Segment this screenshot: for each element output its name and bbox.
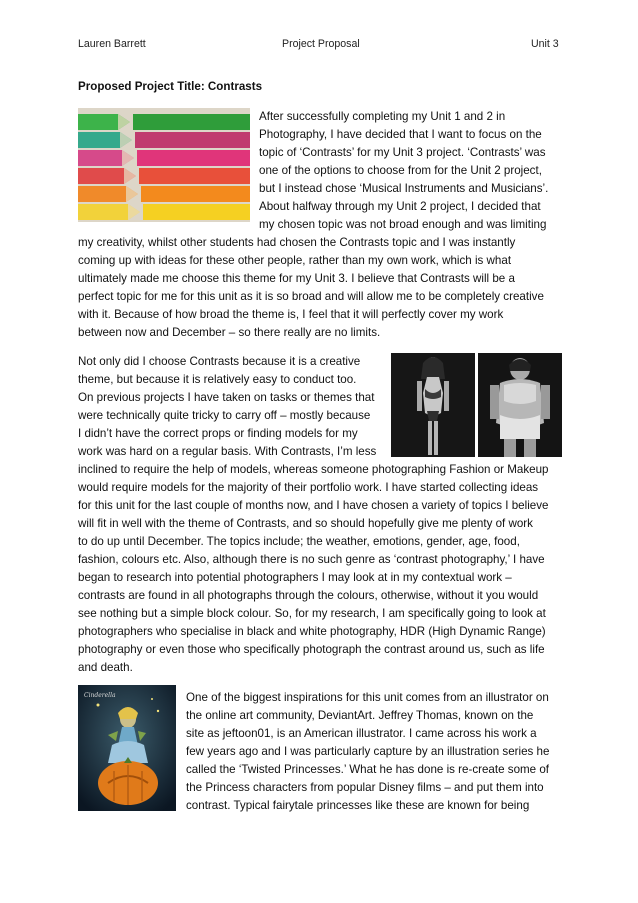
text-line: I didn’t have the correct props or finding models for my bbox=[78, 427, 358, 440]
text-line: One of the biggest inspirations for this unit comes from an illustrator on bbox=[186, 691, 549, 704]
text-line: began to research into potential photographers I may look at in my contextual work – bbox=[78, 571, 512, 584]
text-line: will fit in well with the theme of Contrasts, and so should hopefully give me plenty of work bbox=[78, 517, 533, 530]
header-unit: Unit 3 bbox=[531, 38, 559, 50]
twisted-princess-illustration bbox=[78, 685, 176, 811]
text-line: theme, but because it is relatively easy to conduct too. bbox=[78, 373, 357, 386]
text-line: ultimately made me choose this theme for my Unit 3. I believe that Contrasts will be a bbox=[78, 272, 515, 285]
pencils-image bbox=[78, 108, 250, 222]
text-line: fashion, colours etc. Also, although there is no such genre as ‘contrast photography,’ I have bbox=[78, 553, 545, 566]
text-line: On previous projects I have taken on tasks or themes that bbox=[78, 391, 375, 404]
text-line: the Princess characters from popular Disney films – and put them into bbox=[186, 781, 544, 794]
text-line: for this unit for the last couple of months now, and I have chosen a variety of topics I believe bbox=[78, 499, 549, 512]
text-line: one of the options to choose from for the Unit 2 project, bbox=[259, 164, 542, 177]
text-line: Photography, I have decided that I want to focus on the bbox=[259, 128, 542, 141]
text-line: work was hard on a regular basis. With Contrasts, I’m less bbox=[78, 445, 377, 458]
model-photo-large bbox=[478, 353, 562, 457]
text-line: called the ‘Twisted Princesses.’ What he has done is re-create some of bbox=[186, 763, 550, 776]
text-line: the online art community, DeviantArt. Jeffrey Thomas, known on the bbox=[186, 709, 534, 722]
text-line: About halfway through my Unit 2 project, I decided that bbox=[259, 200, 541, 213]
text-line: coming up with ideas for these other people, rather than my own work, which is what bbox=[78, 254, 512, 267]
text-line: to do up until December. The topics include; the weather, emotions, gender, age, food, bbox=[78, 535, 520, 548]
text-line: After successfully completing my Unit 1 and 2 in bbox=[259, 110, 506, 123]
model-photo-slim bbox=[391, 353, 475, 457]
text-line: contrasts are found in all photographs through the colours, otherwise, without it you would bbox=[78, 589, 539, 602]
text-line: but I instead chose ‘Musical Instruments and Musicians’. bbox=[259, 182, 549, 195]
text-line: contrast. Typical fairytale princesses like these are known for being bbox=[186, 799, 530, 812]
page-title: Proposed Project Title: Contrasts bbox=[78, 80, 263, 93]
text-line: between now and December – so there really are no limits. bbox=[78, 326, 381, 339]
header-doc-title: Project Proposal bbox=[282, 38, 360, 50]
illustration-caption: Cinderella bbox=[84, 692, 116, 699]
text-line: my chosen topic was not broad enough and was limiting bbox=[259, 218, 547, 231]
text-line: few years ago and I was particularly capture by an illustration series he bbox=[186, 745, 550, 758]
text-line: topic of ‘Contrasts’ for my Unit 3 project. ‘Contrasts’ was bbox=[259, 146, 546, 159]
text-line: my creativity, whilst other students had chosen the Contrasts topic and I was instantly bbox=[78, 236, 516, 249]
text-line: Not only did I choose Contrasts because it is a creative bbox=[78, 355, 361, 368]
text-line: inclined to require the help of models, whereas someone photographing Fashion or Makeup bbox=[78, 463, 549, 476]
text-line: would require models for the majority of their portfolio work. I have started collecting ideas bbox=[78, 481, 539, 494]
text-line: site as jeftoon01, is an American illustrator. I came across his work a bbox=[186, 727, 537, 740]
header-author: Lauren Barrett bbox=[78, 38, 146, 50]
text-line: with it. Because of how broad the theme is, I feel that it will perfectly cover my work bbox=[78, 308, 504, 321]
text-line: photography or even those who specifically photograph the contrast around us, such as life bbox=[78, 643, 545, 656]
text-line: see nothing but a simple block colour. So, for my research, I am specifically going to look at bbox=[78, 607, 546, 620]
text-line: were technically quite tricky to carry off – mostly because bbox=[78, 409, 371, 422]
text-line: and death. bbox=[78, 661, 133, 674]
text-line: photographers who specialise in black and white photography, HDR (High Dynamic Range) bbox=[78, 625, 546, 638]
text-line: perfect topic for me for this unit as it is so broad and will allow me to be completely creative bbox=[78, 290, 544, 303]
